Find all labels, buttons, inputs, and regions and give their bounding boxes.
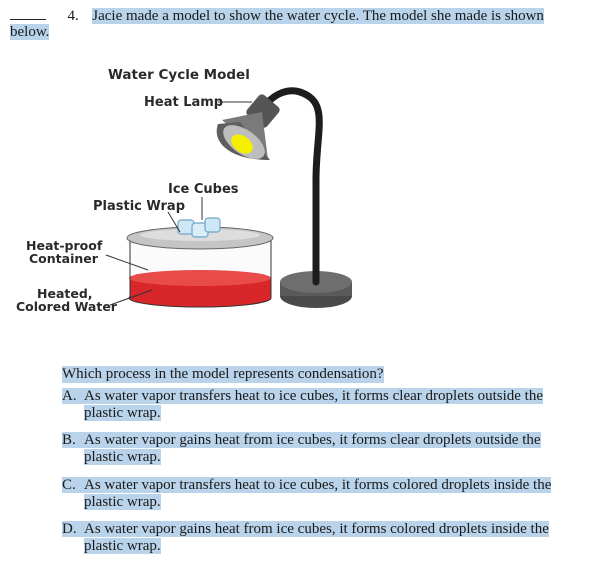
choice-text-line2: plastic wrap. [84,494,161,510]
question-text-line2: below. [10,24,50,40]
choice-letter: C. [62,477,76,493]
choice-text-line2: plastic wrap. [84,538,161,554]
label-heat-lamp: Heat Lamp [144,95,224,110]
question-text-line1: Jacie made a model to show the water cycle. The model she made is shown [92,8,544,24]
choice-text-line1: As water vapor gains heat from ice cubes, it forms clear droplets outside the [84,432,541,448]
choice-b[interactable] [62,432,587,466]
water-cycle-diagram [0,60,613,360]
choice-letter: D. [62,521,77,537]
diagram-title: Water Cycle Model [108,67,250,83]
question-number: 4. [67,8,79,24]
label-plastic-wrap: Plastic Wrap [93,199,185,214]
choice-text-line2: plastic wrap. [84,449,161,465]
answer-blank[interactable] [10,7,46,20]
label-container-line2: Container [29,251,98,266]
question-header [10,7,600,41]
lamp-neck [268,91,319,282]
label-water-line1: Heated, [37,286,93,301]
choice-text-line1: As water vapor transfers heat to ice cubes, it forms colored droplets inside the [84,477,552,493]
choice-text-line1: As water vapor gains heat from ice cubes, it forms colored droplets inside the [84,521,549,537]
choice-c[interactable] [62,477,587,511]
choice-text-line2: plastic wrap. [84,405,161,421]
label-water-line2: Colored Water [16,299,117,314]
label-ice-cubes: Ice Cubes [168,182,239,197]
choice-a[interactable] [62,388,587,422]
choice-letter: A. [62,388,77,404]
choice-letter: B. [62,432,76,448]
lamp-head [217,93,282,166]
question-prompt: Which process in the model represents condensation? [62,366,384,382]
choice-text-line1: As water vapor transfers heat to ice cubes, it forms clear droplets outside the [84,388,544,404]
choice-d[interactable] [62,521,587,555]
label-container-line1: Heat-proof [26,238,103,253]
